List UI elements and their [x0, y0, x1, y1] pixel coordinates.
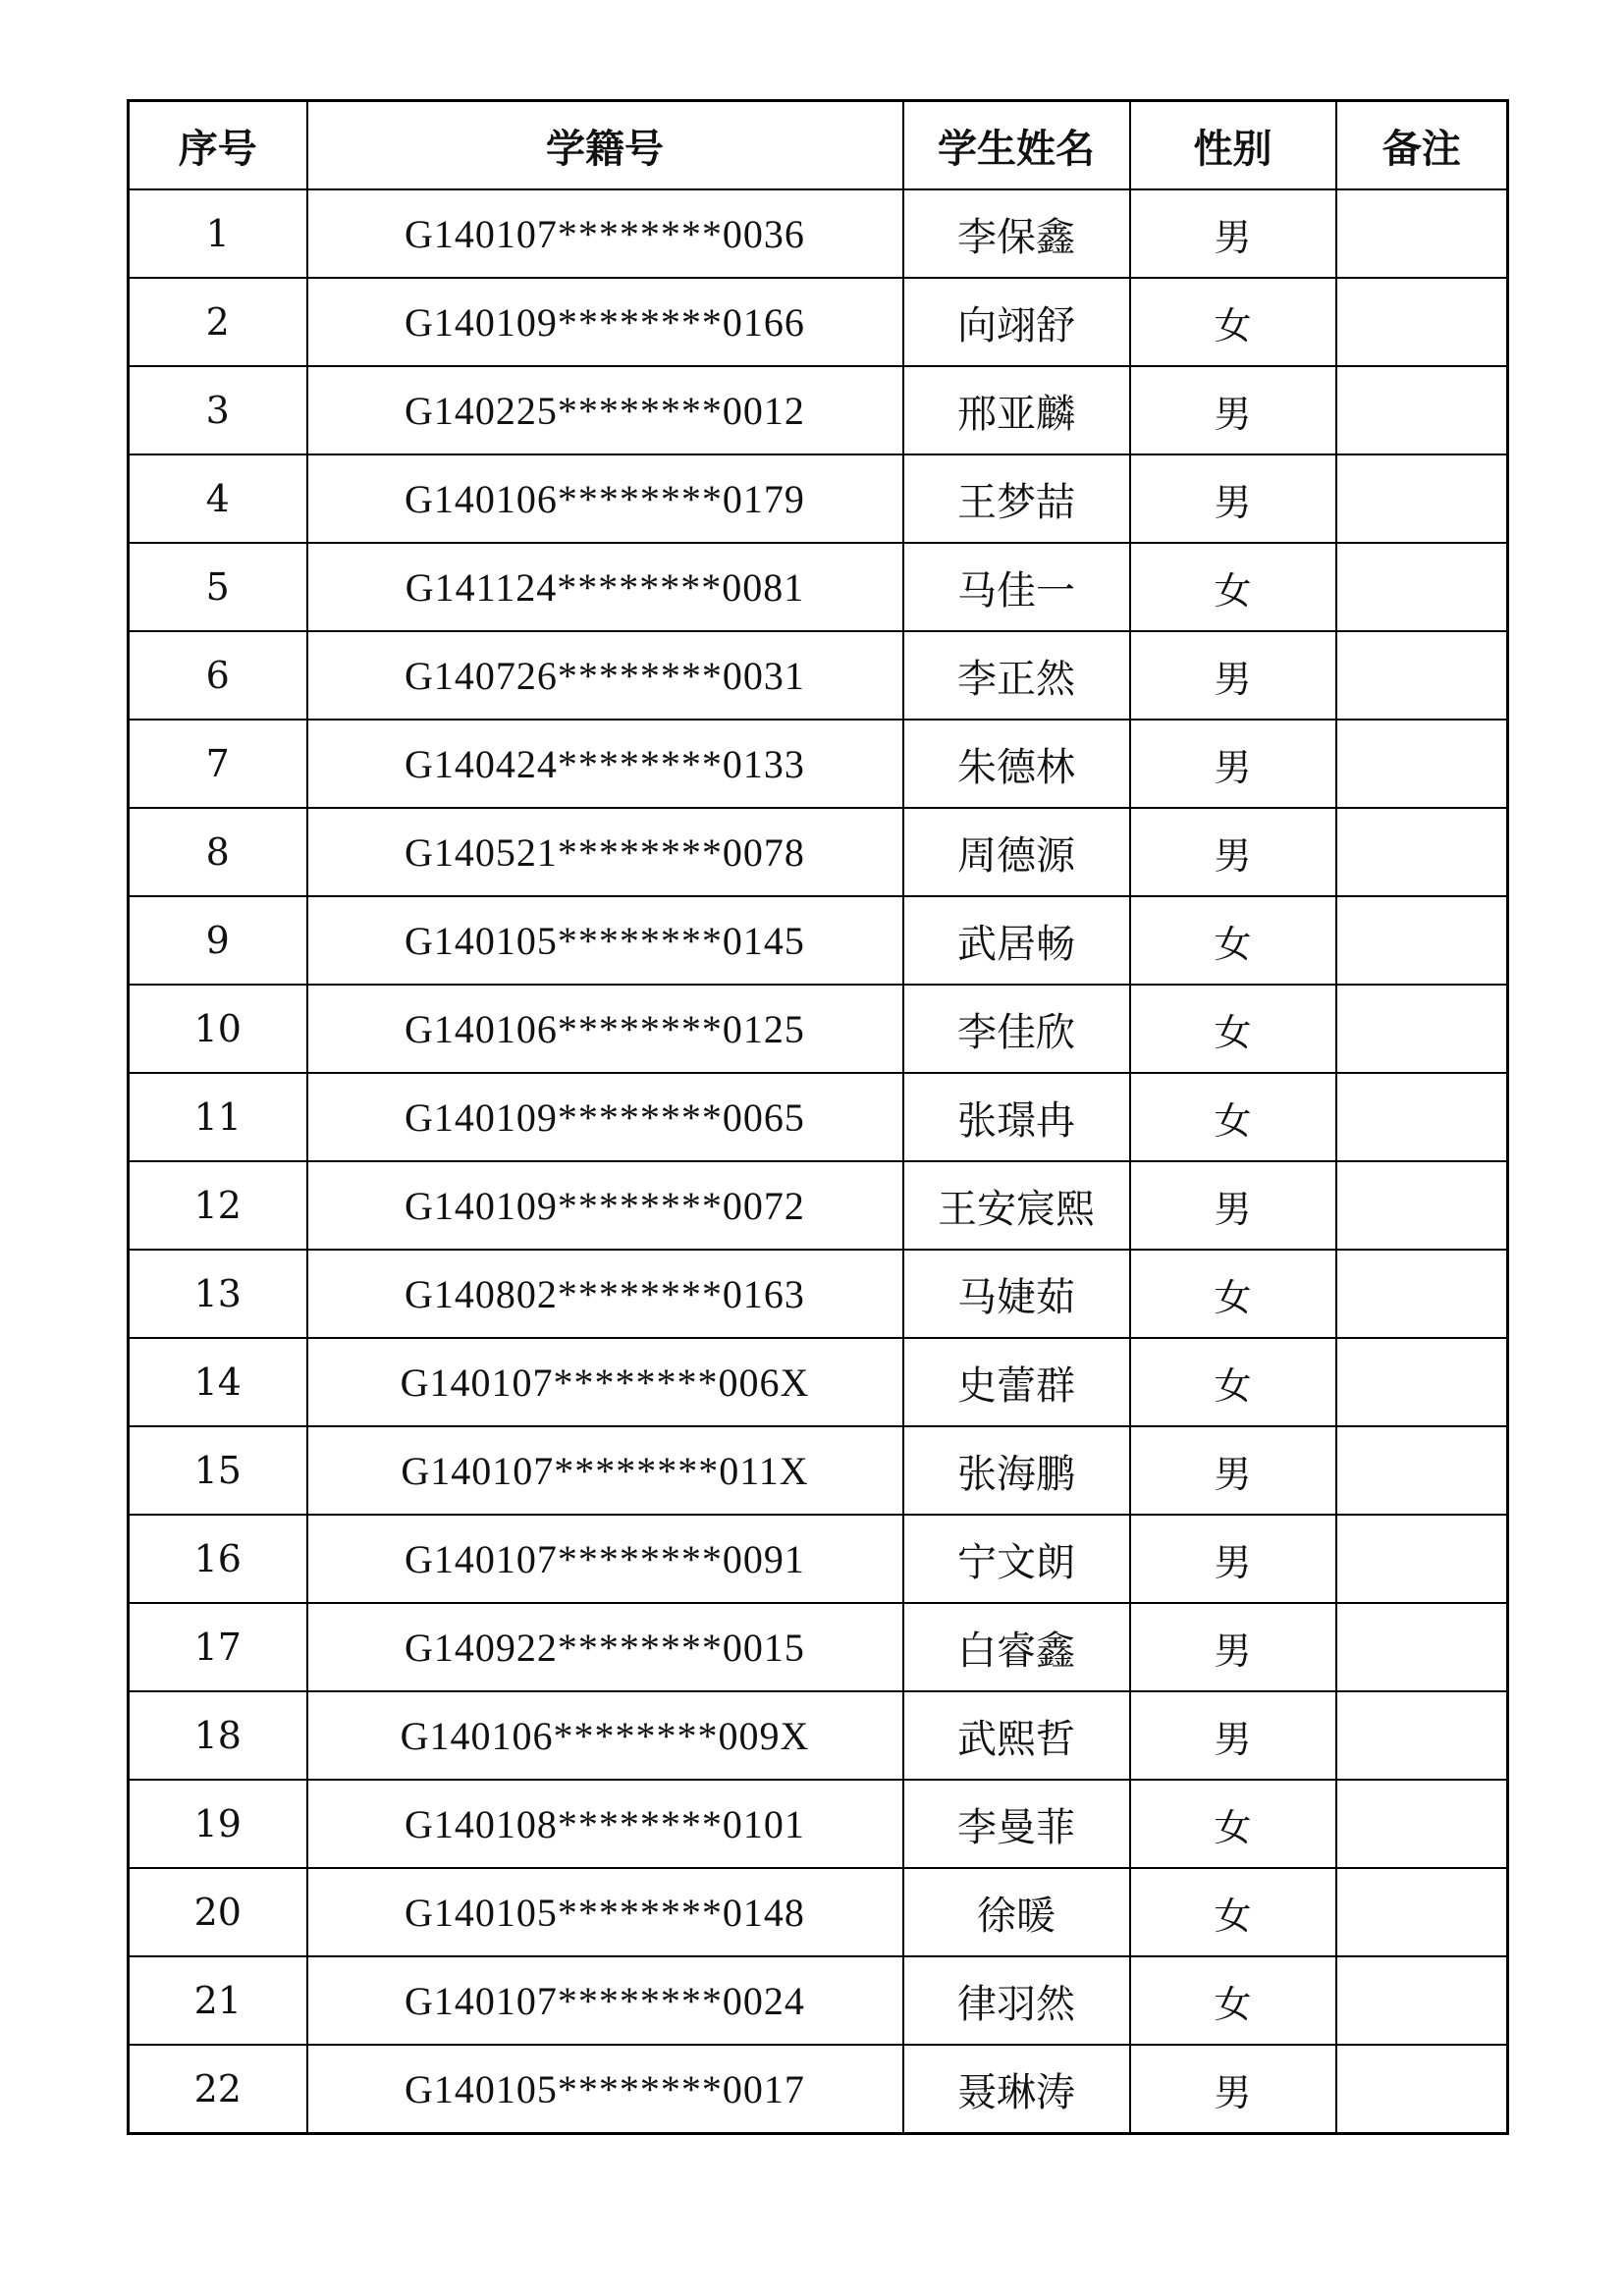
cell-student-id: G140108********0101: [307, 1780, 903, 1868]
cell-student-id: G140106********0179: [307, 454, 903, 543]
cell-no: 20: [129, 1868, 307, 1956]
table-body: [129, 189, 1508, 2134]
table-row: [129, 1691, 1508, 1780]
cell-remark: [1336, 543, 1508, 631]
cell-student-id: G140106********009X: [307, 1691, 903, 1780]
cell-remark: [1336, 189, 1508, 278]
cell-student-id: G140726********0031: [307, 631, 903, 720]
header-remark: 备注: [1336, 101, 1508, 190]
cell-no: 2: [129, 278, 307, 366]
cell-gender: 女: [1130, 896, 1336, 985]
header-student-id: 学籍号: [307, 101, 903, 190]
cell-no: 6: [129, 631, 307, 720]
cell-no: 8: [129, 808, 307, 896]
cell-gender: 女: [1130, 543, 1336, 631]
cell-student-id: G140109********0065: [307, 1073, 903, 1161]
cell-name: 李佳欣: [903, 985, 1130, 1073]
cell-name: 李正然: [903, 631, 1130, 720]
cell-no: 12: [129, 1161, 307, 1250]
table-row: [129, 1603, 1508, 1691]
cell-remark: [1336, 1603, 1508, 1691]
cell-gender: 女: [1130, 1338, 1336, 1426]
table-row: [129, 1338, 1508, 1426]
cell-name: 向翊舒: [903, 278, 1130, 366]
table-row: [129, 1073, 1508, 1161]
cell-student-id: G140107********006X: [307, 1338, 903, 1426]
cell-no: 1: [129, 189, 307, 278]
cell-name: 李保鑫: [903, 189, 1130, 278]
cell-no: 16: [129, 1515, 307, 1603]
table-row: [129, 278, 1508, 366]
cell-no: 15: [129, 1426, 307, 1515]
cell-student-id: G140107********0091: [307, 1515, 903, 1603]
cell-remark: [1336, 720, 1508, 808]
cell-gender: 男: [1130, 808, 1336, 896]
header-name: 学生姓名: [903, 101, 1130, 190]
table-row: [129, 631, 1508, 720]
cell-remark: [1336, 366, 1508, 454]
table-row: [129, 1868, 1508, 1956]
cell-no: 11: [129, 1073, 307, 1161]
cell-gender: 女: [1130, 278, 1336, 366]
cell-student-id: G140225********0012: [307, 366, 903, 454]
cell-no: 4: [129, 454, 307, 543]
cell-name: 周德源: [903, 808, 1130, 896]
cell-student-id: G140109********0166: [307, 278, 903, 366]
cell-student-id: G141124********0081: [307, 543, 903, 631]
cell-no: 3: [129, 366, 307, 454]
cell-name: 律羽然: [903, 1956, 1130, 2045]
cell-remark: [1336, 1956, 1508, 2045]
table-row: [129, 1426, 1508, 1515]
cell-student-id: G140521********0078: [307, 808, 903, 896]
cell-no: 5: [129, 543, 307, 631]
cell-name: 邢亚麟: [903, 366, 1130, 454]
cell-student-id: G140105********0145: [307, 896, 903, 985]
cell-student-id: G140107********0036: [307, 189, 903, 278]
table-header-row: [129, 101, 1508, 190]
cell-name: 白睿鑫: [903, 1603, 1130, 1691]
table-row: [129, 1515, 1508, 1603]
cell-gender: 男: [1130, 189, 1336, 278]
cell-gender: 男: [1130, 720, 1336, 808]
cell-gender: 女: [1130, 1956, 1336, 2045]
cell-gender: 男: [1130, 1691, 1336, 1780]
table-row: [129, 2045, 1508, 2134]
cell-gender: 男: [1130, 631, 1336, 720]
cell-no: 13: [129, 1250, 307, 1338]
cell-name: 马婕茹: [903, 1250, 1130, 1338]
table-row: [129, 366, 1508, 454]
cell-gender: 男: [1130, 1603, 1336, 1691]
cell-remark: [1336, 631, 1508, 720]
cell-remark: [1336, 1161, 1508, 1250]
cell-student-id: G140922********0015: [307, 1603, 903, 1691]
cell-gender: 女: [1130, 1780, 1336, 1868]
student-roster-table: [127, 99, 1509, 2135]
cell-name: 聂琳涛: [903, 2045, 1130, 2134]
cell-remark: [1336, 454, 1508, 543]
cell-remark: [1336, 1691, 1508, 1780]
cell-name: 宁文朗: [903, 1515, 1130, 1603]
cell-name: 马佳一: [903, 543, 1130, 631]
cell-gender: 男: [1130, 1515, 1336, 1603]
cell-remark: [1336, 1868, 1508, 1956]
cell-remark: [1336, 2045, 1508, 2134]
table-row: [129, 1250, 1508, 1338]
cell-remark: [1336, 278, 1508, 366]
cell-student-id: G140107********011X: [307, 1426, 903, 1515]
cell-remark: [1336, 1515, 1508, 1603]
cell-name: 武熙哲: [903, 1691, 1130, 1780]
cell-gender: 女: [1130, 985, 1336, 1073]
cell-name: 王安宸熙: [903, 1161, 1130, 1250]
cell-no: 18: [129, 1691, 307, 1780]
table-row: [129, 985, 1508, 1073]
table-row: [129, 189, 1508, 278]
cell-remark: [1336, 1250, 1508, 1338]
table-row: [129, 543, 1508, 631]
cell-student-id: G140109********0072: [307, 1161, 903, 1250]
cell-gender: 男: [1130, 366, 1336, 454]
table-row: [129, 720, 1508, 808]
cell-no: 19: [129, 1780, 307, 1868]
table-row: [129, 454, 1508, 543]
cell-remark: [1336, 1073, 1508, 1161]
table-row: [129, 1161, 1508, 1250]
cell-no: 9: [129, 896, 307, 985]
cell-name: 武居畅: [903, 896, 1130, 985]
cell-remark: [1336, 808, 1508, 896]
cell-remark: [1336, 1338, 1508, 1426]
cell-no: 22: [129, 2045, 307, 2134]
table-row: [129, 808, 1508, 896]
cell-student-id: G140802********0163: [307, 1250, 903, 1338]
cell-gender: 男: [1130, 454, 1336, 543]
cell-gender: 女: [1130, 1868, 1336, 1956]
cell-remark: [1336, 1780, 1508, 1868]
cell-name: 张璟冉: [903, 1073, 1130, 1161]
cell-gender: 男: [1130, 1426, 1336, 1515]
cell-gender: 男: [1130, 2045, 1336, 2134]
cell-student-id: G140105********0148: [307, 1868, 903, 1956]
document-page: [127, 99, 1506, 2135]
cell-name: 李曼菲: [903, 1780, 1130, 1868]
cell-name: 张海鹏: [903, 1426, 1130, 1515]
cell-gender: 男: [1130, 1161, 1336, 1250]
cell-student-id: G140424********0133: [307, 720, 903, 808]
cell-remark: [1336, 896, 1508, 985]
cell-no: 7: [129, 720, 307, 808]
cell-no: 21: [129, 1956, 307, 2045]
cell-name: 史蕾群: [903, 1338, 1130, 1426]
table-row: [129, 1956, 1508, 2045]
cell-remark: [1336, 985, 1508, 1073]
cell-name: 徐暖: [903, 1868, 1130, 1956]
cell-no: 10: [129, 985, 307, 1073]
cell-student-id: G140107********0024: [307, 1956, 903, 2045]
table-row: [129, 1780, 1508, 1868]
header-gender: 性别: [1130, 101, 1336, 190]
table-row: [129, 896, 1508, 985]
cell-name: 王梦喆: [903, 454, 1130, 543]
cell-no: 17: [129, 1603, 307, 1691]
cell-no: 14: [129, 1338, 307, 1426]
cell-gender: 女: [1130, 1250, 1336, 1338]
header-no: 序号: [129, 101, 307, 190]
cell-student-id: G140106********0125: [307, 985, 903, 1073]
cell-remark: [1336, 1426, 1508, 1515]
cell-student-id: G140105********0017: [307, 2045, 903, 2134]
cell-name: 朱德林: [903, 720, 1130, 808]
cell-gender: 女: [1130, 1073, 1336, 1161]
